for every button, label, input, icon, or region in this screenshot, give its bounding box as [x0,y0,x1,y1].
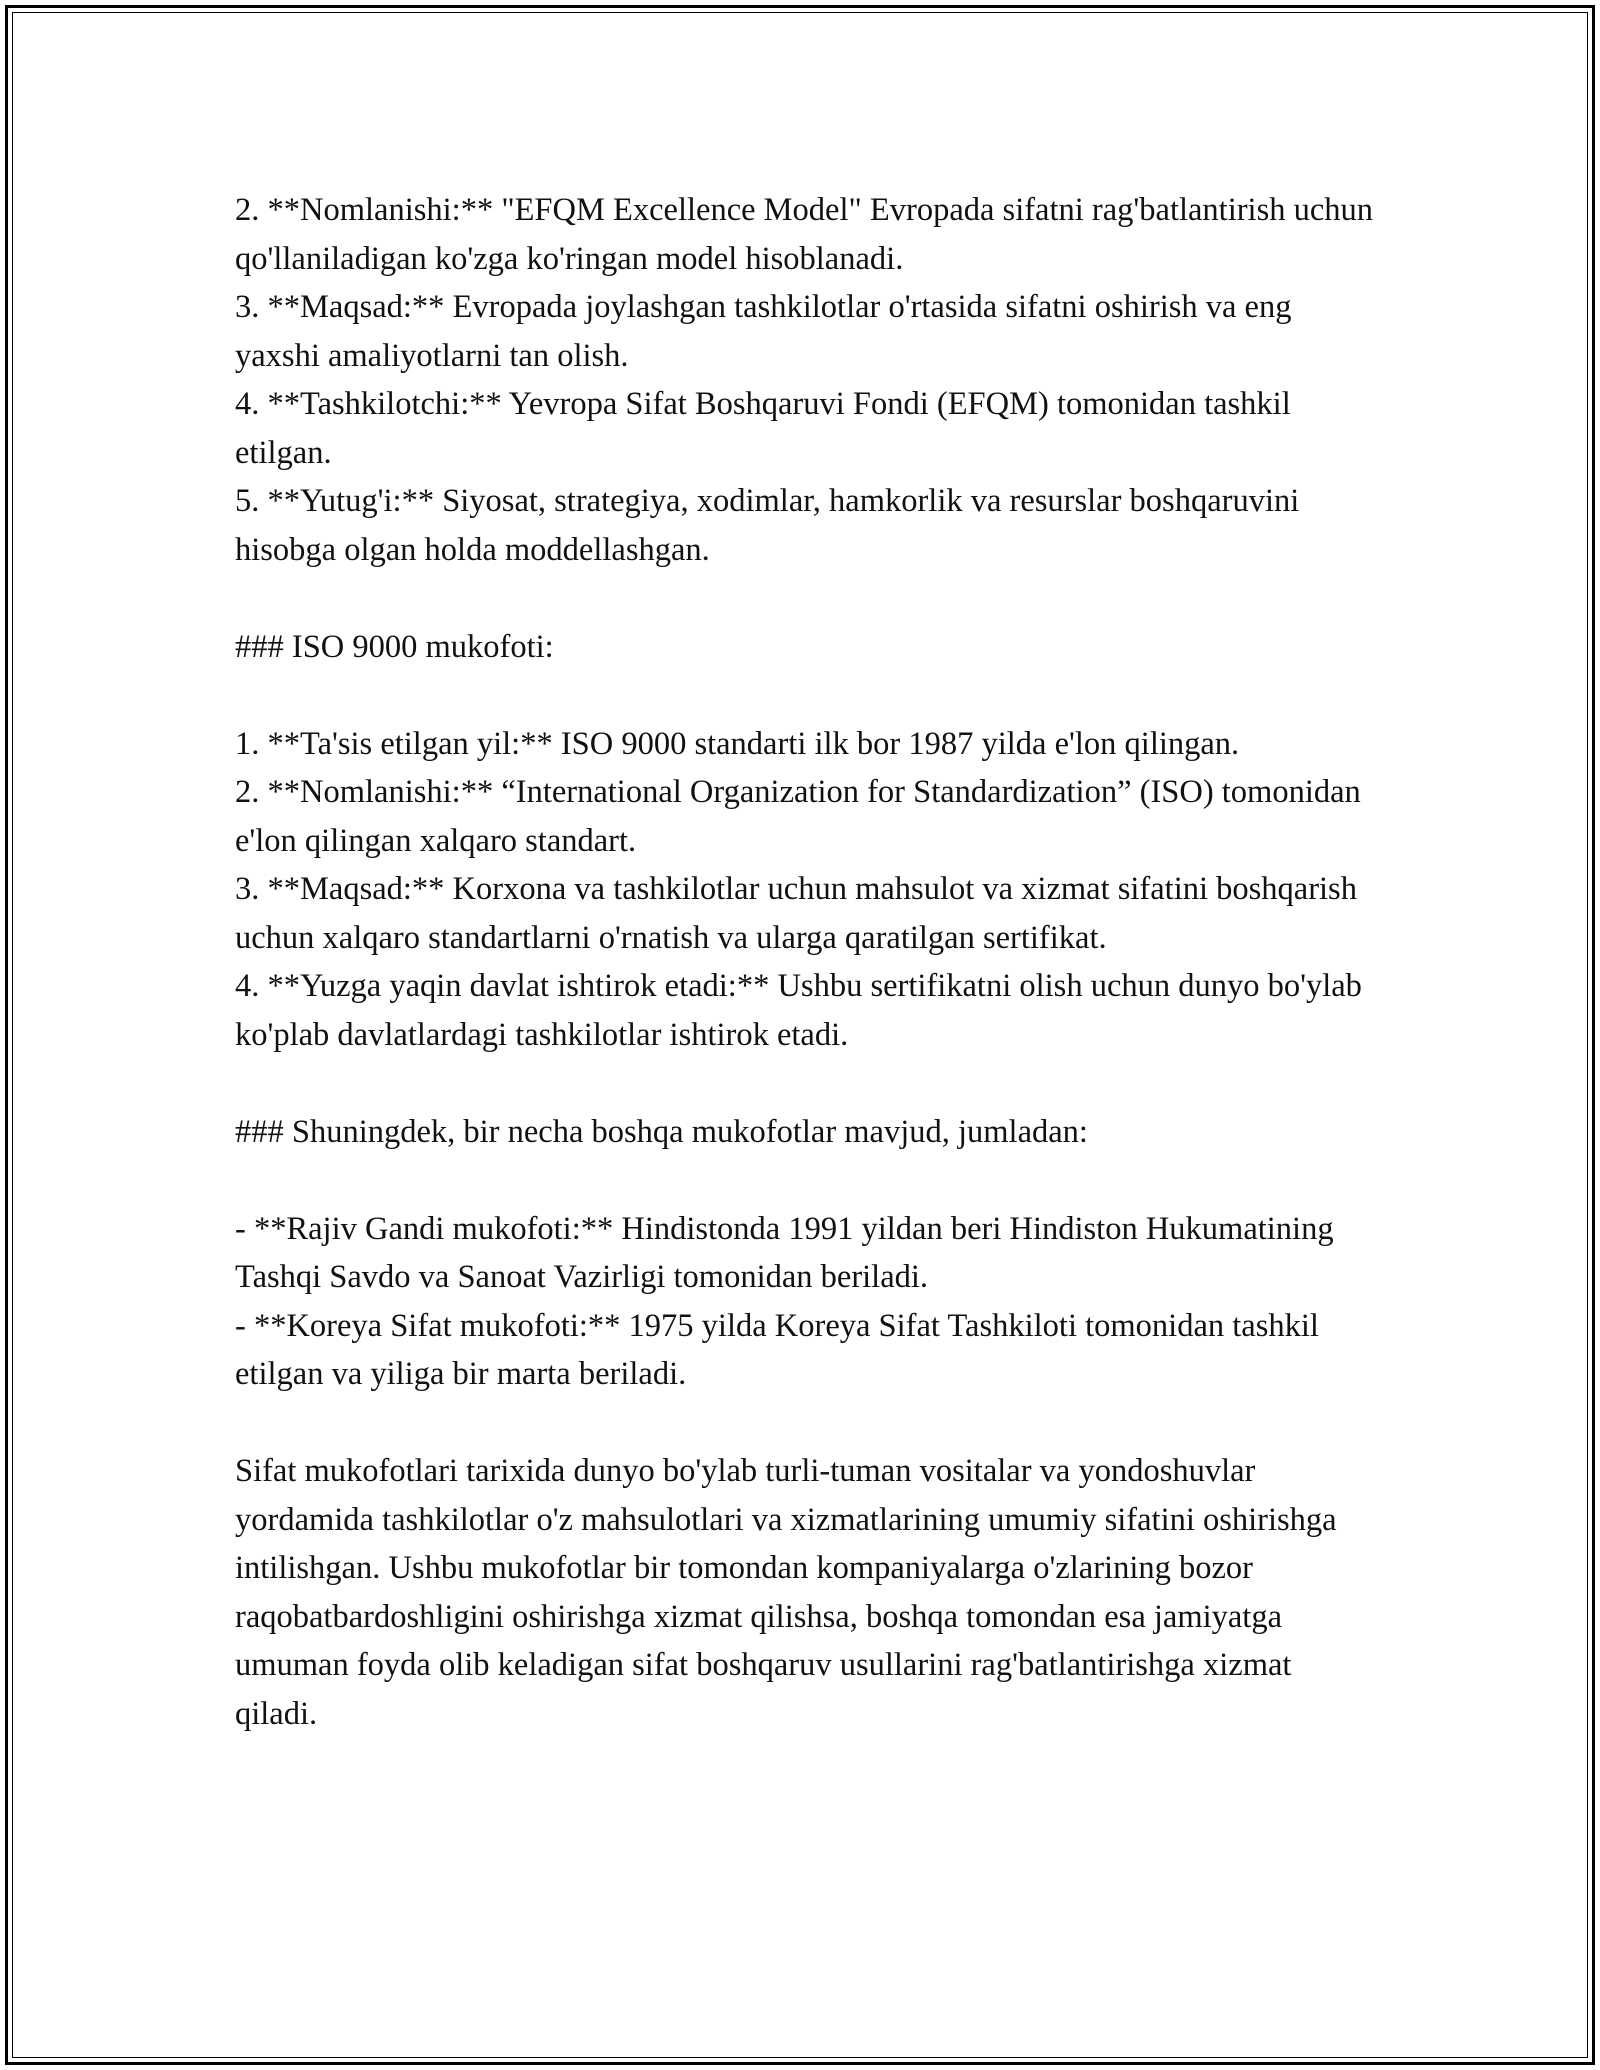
conclusion-paragraph: Sifat mukofotlari tarixida dunyo bo'ylab turli-tuman vositalar va yondoshuvlar yordamida tashkilotlar o'z mahsulotlari va xizmatlarining umumiy sifatini oshirishga intilishgan. Ushbu mukofotlar bir tomondan kompaniyalarga o'zlarining bozor raqobatbardoshligini oshirishga xizmat qilishsa, boshqa tomondan esa jamiyatga umuman foyda olib keladigan sifat boshqaruv usullarini rag'batlantirishga xizmat qiladi. [235,1453,1337,1732]
other-awards-heading: ### Shuningdek, bir necha boshqa mukofotlar mavjud, jumladan: [235,1113,1088,1150]
efqm-item-achievement: 5. **Yutug'i:** Siyosat, strategiya, xodimlar, hamkorlik va resurslar boshqaruvini hisobga olgan holda moddellashgan. [235,483,1300,568]
efqm-item-goal: 3. **Maqsad:** Evropada joylashgan tashkilotlar o'rtasida sifatni oshirish va eng yaxshi amaliyotlarni tan olish. [235,289,1292,374]
iso-item-participants: 4. **Yuzga yaqin davlat ishtirok etadi:** Ushbu sertifikatni olish uchun dunyo bo'ylab ko'plab davlatlardagi tashkilotlar ishtirok etadi. [235,968,1362,1053]
document-body [235,186,1375,1738]
iso-heading: ### ISO 9000 mukofoti: [235,628,554,665]
iso-item-founded: 1. **Ta'sis etilgan yil:** ISO 9000 standarti ilk bor 1987 yilda e'lon qilingan. [235,725,1240,762]
other-award-rajiv-gandhi: - **Rajiv Gandi mukofoti:** Hindistonda 1991 yildan beri Hindiston Hukumatining Tashqi Savdo va Sanoat Vazirligi tomonidan beriladi. [235,1210,1334,1295]
spacer [235,1399,1375,1448]
spacer [235,1059,1375,1108]
efqm-item-organizer: 4. **Tashkilotchi:** Yevropa Sifat Boshqaruvi Fondi (EFQM) tomonidan tashkil etilgan. [235,386,1291,471]
iso-item-name: 2. **Nomlanishi:** “International Organization for Standardization” (ISO) tomonidan e'lon qilingan xalqaro standart. [235,774,1361,859]
spacer [235,671,1375,720]
spacer [235,1156,1375,1205]
other-award-korea: - **Koreya Sifat mukofoti:** 1975 yilda Koreya Sifat Tashkiloti tomonidan tashkil etilgan va yiliga bir marta beriladi. [235,1307,1319,1392]
efqm-item-name: 2. **Nomlanishi:** "EFQM Excellence Model" Evropada sifatni rag'batlantirish uchun qo'llaniladigan ko'zga ko'ringan model hisoblanadi. [235,192,1374,277]
spacer [235,574,1375,623]
iso-item-goal: 3. **Maqsad:** Korxona va tashkilotlar uchun mahsulot va xizmat sifatini boshqarish uchun xalqaro standartlarni o'rnatish va ularga qaratilgan sertifikat. [235,871,1357,956]
